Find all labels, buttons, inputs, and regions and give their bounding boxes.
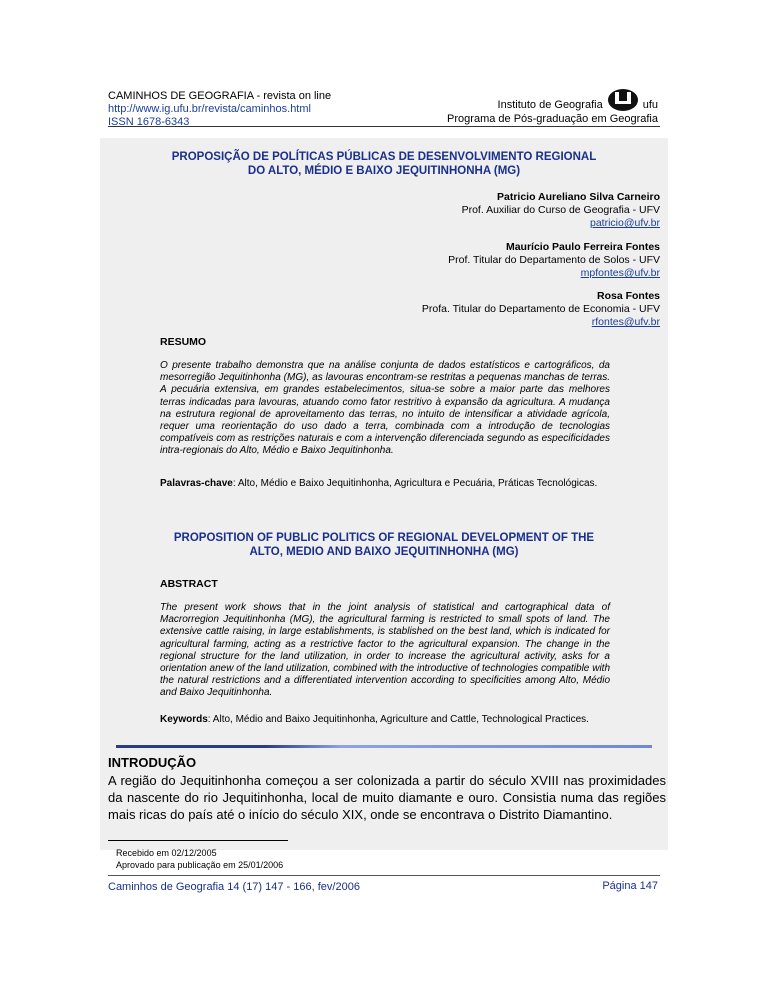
ufu-logo-icon: [607, 88, 639, 112]
journal-name: CAMINHOS DE GEOGRAFIA - revista on line: [108, 90, 332, 102]
program-name: Programa de Pós-graduação em Geografia: [447, 113, 658, 125]
resumo-heading: RESUMO: [160, 336, 207, 348]
footer-citation: Caminhos de Geografia 14 (17) 147 - 166, fev/2006: [108, 881, 360, 893]
footnote-approved: Aprovado para publicação em 25/01/2006: [116, 860, 284, 870]
page-number: Página 147: [602, 880, 658, 892]
author-role: Profa. Titular do Departamento de Economia - UFV: [421, 303, 660, 315]
keywords: [160, 714, 610, 726]
resumo-text: O presente trabalho demonstra que na análise conjunta de dados estatísticos e cartográficos, da mesorregião Jequitinhonha (MG), as lavouras encontram-se restritas a pequenas manchas de terras. A pecuária extensiva, em grandes estabelecimentos, situa-se sobre a maior parte das melhores terras indicadas para lavouras, atuando como fator restritivo à expansão da agricultura. A mudança na estrutura regional de aproveitamento das terras, no intuito de intensificar a atividade agrícola, requer uma reorientação do uso dado a terra, combinada com a introdução de tecnologias compatíveis com as restrições naturais e com a intervenção diferenciada segundo as especificidades intra-regionais do Alto, Médio e Baixo Jequitinhonha.: [160, 360, 610, 457]
author-name: Maurício Paulo Ferreira Fontes: [505, 241, 660, 253]
logo-text: ufu: [642, 99, 658, 111]
journal-issn: ISSN 1678-6343: [108, 116, 190, 128]
keywords-label: Palavras-chave: [160, 478, 233, 489]
title-en-line-1: PROPOSITION OF PUBLIC POLITICS OF REGIONAL DEVELOPMENT OF THE: [173, 532, 595, 544]
keywords-text: : Alto, Médio e Baixo Jequitinhonha, Agricultura e Pecuária, Práticas Tecnológicas.: [232, 478, 598, 489]
journal-header: [108, 90, 331, 129]
title-pt-line-2: DO ALTO, MÉDIO E BAIXO JEQUITINHONHA (MG): [247, 165, 521, 177]
article-title-pt: [130, 150, 638, 178]
keywords-text: : Alto, Médio and Baixo Jequitinhonha, Agriculture and Cattle, Technological Practices.: [207, 714, 589, 725]
title-pt-line-1: PROPOSIÇÃO DE POLÍTICAS PÚBLICAS DE DESENVOLVIMENTO REGIONAL: [171, 151, 597, 163]
institute-header: [447, 88, 658, 126]
author-block: [462, 191, 660, 230]
author-block: [448, 241, 660, 280]
author-role: Prof. Titular do Departamento de Solos - UFV: [448, 254, 660, 266]
footnote-divider: [108, 840, 288, 841]
author-email-link[interactable]: patricio@ufv.br: [590, 217, 660, 229]
author-email-link[interactable]: mpfontes@ufv.br: [580, 267, 660, 279]
article-title-en: [130, 531, 638, 559]
author-block: [422, 290, 660, 329]
institute-name: Instituto de Geografia: [497, 99, 603, 111]
intro-heading: INTRODUÇÃO: [108, 755, 197, 770]
author-name: Patricio Aureliano Silva Carneiro: [497, 191, 660, 203]
footnote-received: Recebido em 02/12/2005: [116, 848, 217, 858]
section-divider: [116, 745, 652, 748]
header-divider: [108, 126, 660, 127]
keywords-label: Keywords: [160, 714, 208, 725]
footer-divider: [108, 875, 660, 876]
author-role: Prof. Auxiliar do Curso de Geografia - UFV: [461, 204, 660, 216]
abstract-heading: ABSTRACT: [160, 578, 218, 590]
title-en-line-2: ALTO, MEDIO AND BAIXO JEQUITINHONHA (MG): [249, 546, 519, 558]
author-name: Rosa Fontes: [596, 290, 660, 302]
abstract-text: The present work shows that in the joint analysis of statistical and cartographical data of Macrorregion Jequitinhonha (MG), the agricultural farming is restricted to small spots of land. The extensive cattle raising, in large establishments, is stablished on the best land, which is indicated for agricultural farming, acting as a restrictive factor to the agricultural expansion. The change in the regional structure for the land utilization, in order to increase the agricultural activity, asks for a orientation anew of the land utilization, combined with the introductive of technologies compatible with the natural restrictions and a differentiated intervention according to specificities among Alto, Médio and Baixo Jequitinhonha.: [160, 602, 610, 699]
intro-paragraph: A região do Jequitinhonha começou a ser colonizada a partir do século XVIII nas proximidades da nascente do rio Jequitinhonha, local de muito diamante e ouro. Consistia numa das regiões mais ricas do país até o início do século XIX, onde se encontrava o Distrito Diamantino.: [108, 773, 666, 822]
journal-url[interactable]: http://www.ig.ufu.br/revista/caminhos.html: [108, 103, 311, 115]
author-email-link[interactable]: rfontes@ufv.br: [591, 316, 660, 328]
palavras-chave: [160, 478, 610, 490]
